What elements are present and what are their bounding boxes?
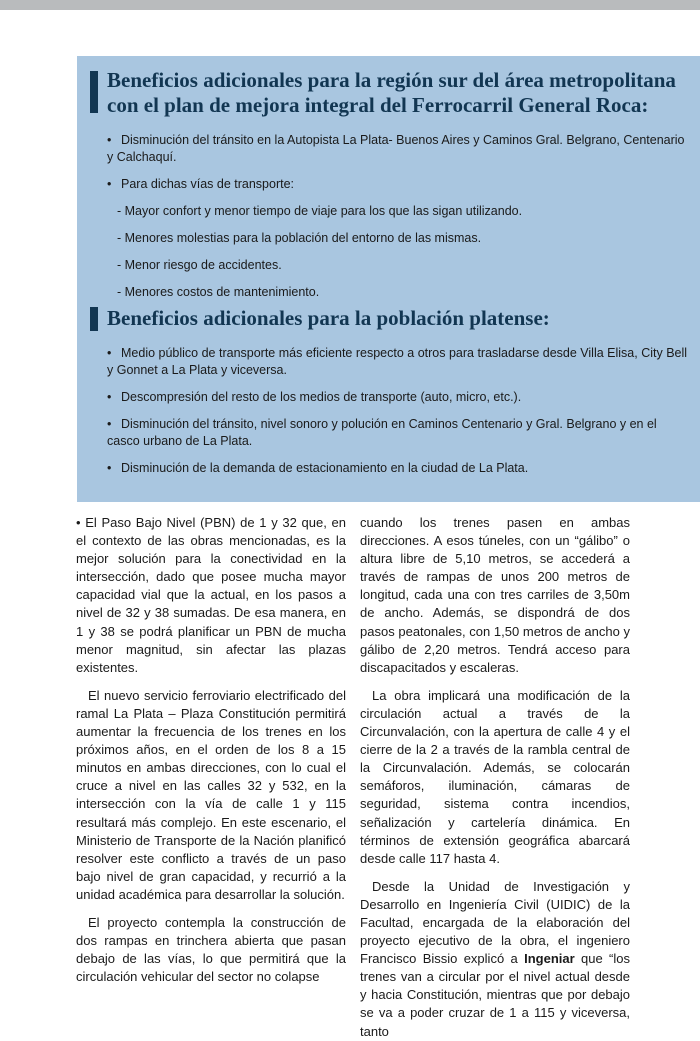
list-item: • Descompresión del resto de los medios de transporte (auto, micro, etc.). bbox=[107, 390, 522, 404]
paragraph: El nuevo servicio ferroviario electrificado del ramal La Plata – Plaza Constitución permitirá aumentar la frecuencia de los trenes en los próximos años, en el orden de los 8 a 15 minutos en ambas direcciones, con lo cual el cruce a nivel en las calles 32 y 532, en la intersección con la vía de calle 1 y 115 resultará más complejo. En este escenario, el Ministerio de Transporte de la Nación planificó resolver este conflicto a través de un paso bajo nivel de gran capacidad, y recurrió a la unidad académica para desarrollar la solución. bbox=[76, 687, 346, 902]
heading-text: Beneficios adicionales para la población platense: bbox=[107, 306, 550, 330]
sub-list-item: - Mayor confort y menor tiempo de viaje para los que las sigan utilizando. bbox=[117, 204, 523, 218]
paragraph: El proyecto contempla la construcción de dos rampas en trinchera abierta que pasan debajo de las vías, lo que permitirá que la circulación vehicular del sector no colapse bbox=[76, 914, 346, 985]
sub-list-item: - Menores costos de mantenimiento. bbox=[117, 285, 320, 299]
top-bar bbox=[0, 0, 700, 10]
paragraph: Desde la Unidad de Investigación y Desarrollo en Ingeniería Civil (UIDIC) de la Facultad, encargada de la elaboración del proyecto ejecutivo de la obra, el ingeniero Francisco Bissio explicó a Ingeniar que “los trenes van a circular por el nivel actual desde y hacia Constitución, mientras que por debajo se va a poder cruzar de 1 a 115 y viceversa, tanto bbox=[360, 878, 630, 1039]
heading-text: Beneficios adicionales para la región sur del área metropolitana con el plan de mejora integral del Ferrocarril General Roca: bbox=[107, 68, 676, 117]
heading-marker bbox=[90, 71, 98, 113]
article-column-left bbox=[76, 514, 346, 986]
region-benefits-list bbox=[107, 132, 690, 301]
list-item: • Disminución de la demanda de estacionamiento en la ciudad de La Plata. bbox=[107, 461, 529, 475]
paragraph: • El Paso Bajo Nivel (PBN) de 1 y 32 que, en el contexto de las obras mencionadas, es la mejor solución para la conectividad en la intersección, dado que posee mucha mayor capacidad vial que la actual, en los pasos a nivel de 32 y 38 sumadas. De esa manera, en 1 y 38 se podrá planificar un PBN de mucha menor magnitud, sin afectar las plazas existentes. bbox=[76, 515, 346, 675]
list-item: • Medio público de transporte más eficiente respecto a otros para trasladarse desde Villa Elisa, City Bell y Gonnet a La Plata y viceversa. bbox=[107, 346, 688, 377]
city-benefits-list bbox=[107, 345, 690, 477]
list-item: • Disminución del tránsito en la Autopista La Plata- Buenos Aires y Caminos Gral. Belgrano, Centenario y Calchaquí. bbox=[107, 133, 685, 164]
sub-list-item: - Menor riesgo de accidentes. bbox=[117, 258, 282, 272]
list-item: • Disminución del tránsito, nivel sonoro y polución en Caminos Centenario y Gral. Belgrano y en el casco urbano de La Plata. bbox=[107, 417, 657, 448]
benefits-heading-region bbox=[107, 68, 690, 118]
benefits-heading-city bbox=[107, 306, 690, 331]
list-item: • Para dichas vías de transporte: bbox=[107, 177, 295, 191]
benefits-box bbox=[77, 56, 700, 502]
sub-list-item: - Menores molestias para la población del entorno de las mismas. bbox=[117, 231, 482, 245]
article-column-right bbox=[360, 514, 630, 1041]
paragraph: La obra implicará una modificación de la circulación actual a través de la Circunvalación, con la apertura de calle 4 y el cierre de la 2 a través de la rambla central de la Circunvalación. Además, se colocarán semáforos, iluminación, cámaras de seguridad, sistema contra incendios, señalización y cartelería dinámica. En términos de extensión geográfica abarcará desde calle 117 hasta 4. bbox=[360, 687, 630, 866]
heading-marker bbox=[90, 307, 98, 331]
magazine-name: Ingeniar bbox=[524, 951, 575, 967]
paragraph: cuando los trenes pasen en ambas direcciones. A esos túneles, con un “gálibo” o altura libre de 5,10 metros, se accederá a través de rampas de unos 200 metros de longitud, cada una con tres carriles de 3,50m de ancho. Además, se dispondrá de dos pasos peatonales, con 1,50 metros de ancho y gálibo de 2,20 metros. Tendrá acceso para discapacitados y escaleras. bbox=[360, 515, 630, 675]
